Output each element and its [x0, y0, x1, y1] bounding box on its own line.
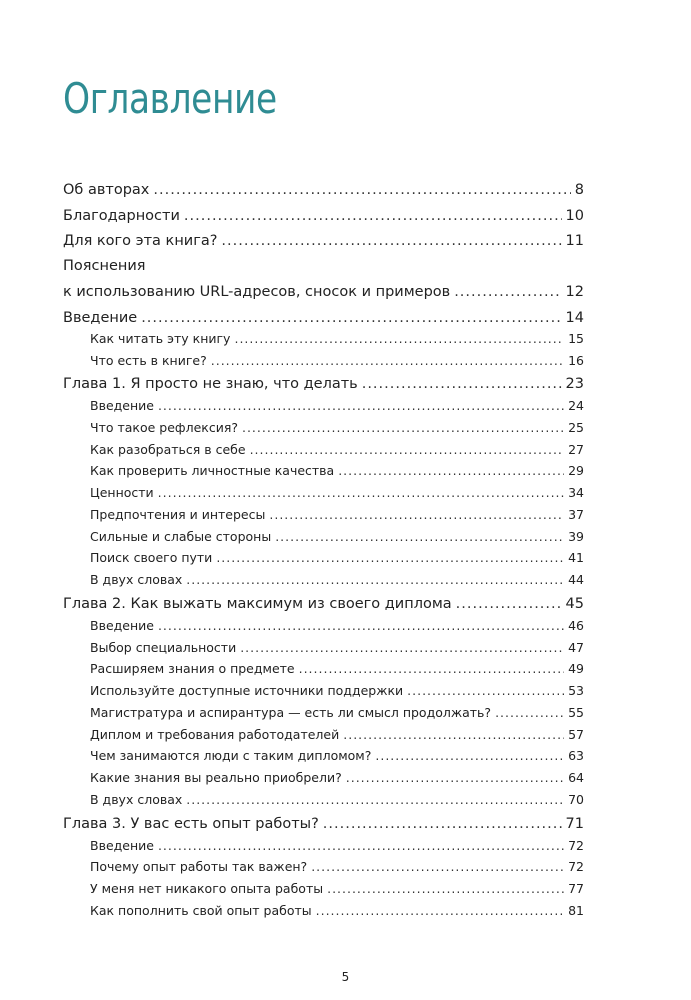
dot-leader — [299, 661, 564, 676]
toc-entry-page: 8 — [574, 182, 584, 198]
toc-entry-title: Что такое рефлексия? — [90, 420, 238, 435]
toc-entry-page: 14 — [565, 310, 584, 326]
toc-entry-title: Диплом и требования работодателей — [90, 727, 340, 742]
toc-entry — [90, 550, 584, 572]
dot-leader — [269, 507, 564, 522]
toc-entry-title: Введение — [90, 398, 154, 413]
toc-entry-title: Благодарности — [63, 208, 180, 224]
toc-entry — [90, 463, 584, 485]
toc-entry-page: 12 — [565, 284, 584, 300]
toc-entry — [90, 420, 584, 442]
toc-entry — [90, 727, 584, 749]
toc-entry — [63, 310, 584, 332]
dot-leader — [311, 859, 564, 874]
dot-leader — [362, 376, 562, 392]
toc-entry-title: В двух словах — [90, 572, 183, 587]
toc-entry — [63, 816, 584, 838]
toc-entry — [90, 903, 584, 925]
dot-leader — [454, 284, 561, 300]
toc-entry-title: Как пополнить свой опыт работы — [90, 903, 312, 918]
dot-leader — [240, 640, 564, 655]
toc-entry-page: 10 — [565, 208, 584, 224]
dot-leader — [456, 596, 562, 612]
toc-entry-title: Предпочтения и интересы — [90, 507, 266, 522]
toc-entry-page: 15 — [568, 331, 584, 346]
dot-leader — [338, 463, 564, 478]
toc-entry — [90, 661, 584, 683]
toc-entry-page: 72 — [568, 838, 584, 853]
toc-entry-page: 16 — [568, 353, 584, 368]
toc-entry-page: 63 — [568, 748, 584, 763]
dot-leader — [343, 727, 564, 742]
toc-entry-page: 11 — [565, 233, 584, 249]
toc-entry-title: Что есть в книге? — [90, 353, 207, 368]
dot-leader — [327, 881, 564, 896]
toc-entry-page: 64 — [568, 770, 584, 785]
dot-leader — [495, 705, 564, 720]
toc-entry-title: В двух словах — [90, 792, 183, 807]
page-number: 5 — [341, 970, 350, 984]
dot-leader — [250, 442, 565, 457]
toc-entry-page: 37 — [568, 507, 584, 522]
dot-leader — [316, 903, 564, 918]
toc-entry-page: 57 — [568, 727, 584, 742]
toc-entry — [90, 618, 584, 640]
toc-entry-page: 23 — [565, 376, 584, 392]
toc-entry — [90, 442, 584, 464]
toc-entry — [90, 507, 584, 529]
toc-entry-title: Расширяем знания о предмете — [90, 661, 295, 676]
toc-entry — [63, 284, 584, 306]
toc-entry-page: 72 — [568, 859, 584, 874]
toc-entry — [63, 376, 584, 398]
toc-entry-title: Глава 3. У вас есть опыт работы? — [63, 816, 319, 832]
toc-entry-title: Пояснения — [63, 258, 146, 274]
toc-entry — [63, 596, 584, 618]
dot-leader — [242, 420, 564, 435]
toc-entry — [90, 683, 584, 705]
dot-leader — [184, 208, 562, 224]
toc-entry — [90, 770, 584, 792]
toc-entry-title: Поиск своего пути — [90, 550, 213, 565]
toc-entry-page: 49 — [568, 661, 584, 676]
toc-entry-title: Глава 2. Как выжать максимум из своего диплома — [63, 596, 452, 612]
dot-leader — [407, 683, 564, 698]
toc-entry-title: Чем занимаются люди с таким дипломом? — [90, 748, 372, 763]
dot-leader — [186, 792, 564, 807]
toc-entry-title: Сильные и слабые стороны — [90, 529, 272, 544]
toc-entry — [63, 233, 584, 255]
toc-entry — [90, 792, 584, 814]
toc-entry-title: Магистратура и аспирантура — есть ли смысл продолжать? — [90, 705, 492, 720]
toc-entry-title: Введение — [90, 838, 154, 853]
toc-entry-title: Введение — [63, 310, 138, 326]
toc-entry-title: Используйте доступные источники поддержки — [90, 683, 404, 698]
toc-entry — [63, 182, 584, 204]
toc-entry — [90, 748, 584, 770]
toc-entry-title: Введение — [90, 618, 154, 633]
toc-entry-page: 29 — [568, 463, 584, 478]
toc-entry-title: Какие знания вы реально приобрели? — [90, 770, 342, 785]
toc-entry-page: 77 — [568, 881, 584, 896]
toc-entry-page: 39 — [568, 529, 584, 544]
dot-leader — [346, 770, 564, 785]
toc-entry — [63, 258, 584, 280]
toc-entry — [90, 485, 584, 507]
toc-entry-page: 81 — [568, 903, 584, 918]
toc-entry-page: 71 — [565, 816, 584, 832]
toc-entry — [90, 353, 584, 375]
toc-entry-page: 53 — [568, 683, 584, 698]
dot-leader — [153, 182, 570, 198]
toc-entry-title: Как читать эту книгу — [90, 331, 231, 346]
toc-entry — [90, 838, 584, 860]
toc-entry-title: Как разобраться в себе — [90, 442, 246, 457]
toc-entry-page: 70 — [568, 792, 584, 807]
toc-entry-title: Почему опыт работы так важен? — [90, 859, 308, 874]
toc-entry-title: Об авторах — [63, 182, 150, 198]
page-title: Оглавление — [63, 74, 277, 123]
dot-leader — [158, 618, 564, 633]
toc-entry-page: 55 — [568, 705, 584, 720]
toc-entry-page: 44 — [568, 572, 584, 587]
toc-entry-title: к использованию URL-адресов, сносок и примеров — [63, 284, 451, 300]
toc-entry-page: 25 — [568, 420, 584, 435]
dot-leader — [158, 838, 564, 853]
dot-leader — [234, 331, 564, 346]
toc-entry-title: Как проверить личностные качества — [90, 463, 335, 478]
toc-entry — [90, 859, 584, 881]
toc-entry-page: 47 — [568, 640, 584, 655]
toc-entry-page: 46 — [568, 618, 584, 633]
dot-leader — [275, 529, 564, 544]
toc-entry-title: Для кого эта книга? — [63, 233, 218, 249]
dot-leader — [216, 550, 564, 565]
toc-entry — [63, 208, 584, 230]
toc-entry-page: 45 — [565, 596, 584, 612]
toc-entry-title: У меня нет никакого опыта работы — [90, 881, 324, 896]
dot-leader — [158, 485, 564, 500]
dot-leader — [141, 310, 561, 326]
toc-entry-page: 27 — [568, 442, 584, 457]
toc-entry — [90, 529, 584, 551]
toc-entry — [90, 705, 584, 727]
toc-entry — [90, 640, 584, 662]
dot-leader — [211, 353, 564, 368]
dot-leader — [221, 233, 561, 249]
dot-leader — [323, 816, 562, 832]
dot-leader — [375, 748, 564, 763]
toc-entry — [90, 572, 584, 594]
toc-entry — [90, 881, 584, 903]
toc-entry-page: 24 — [568, 398, 584, 413]
toc-entry-title: Ценности — [90, 485, 154, 500]
toc-entry-page: 34 — [568, 485, 584, 500]
dot-leader — [186, 572, 564, 587]
toc-entry-page: 41 — [568, 550, 584, 565]
toc-entry-title: Глава 1. Я просто не знаю, что делать — [63, 376, 358, 392]
toc-entry-title: Выбор специальности — [90, 640, 237, 655]
dot-leader — [158, 398, 564, 413]
toc-entry — [90, 331, 584, 353]
toc-entry — [90, 398, 584, 420]
